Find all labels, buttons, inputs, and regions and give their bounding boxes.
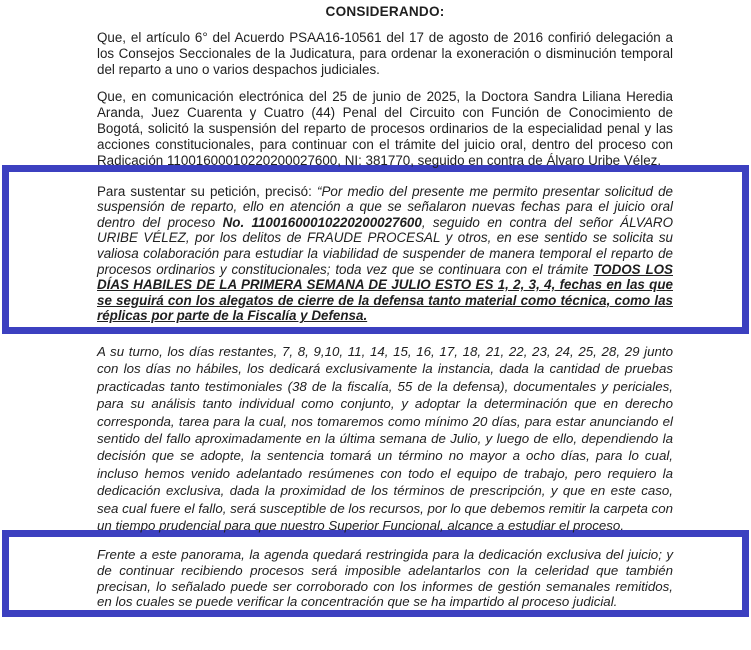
document-content — [97, 0, 673, 617]
petition-quote-text: “Por medio del presente me permito presentar solicitud de suspensión de reparto, ello en atención a que se señalaron nuevas fechas para el juicio oral dentro del proceso — [97, 183, 674, 230]
petition-lead-text: Para sustentar su petición, precisó: — [97, 183, 317, 199]
document-heading: CONSIDERANDO: — [325, 4, 445, 19]
schedule-emphasis-text: TODOS LOS DÍAS HABILES DE LA PRIMERA SEMANA DE JULIO ESTO ES 1, 2, 3, 4, fechas en las que se seguirá con los alegatos de cierre de la defensa tanto material como técnica, como las réplicas por parte de la Fiscalía y Defensa. — [97, 261, 673, 324]
case-number-text: No. 11001600010220200027600 — [222, 214, 422, 230]
highlight-box-agenda — [2, 530, 749, 616]
petition-quote-continuation-text: , seguido en contra del señor ÁLVARO URIBE VÉLEZ, por los delitos de FRAUDE PROCESAL y otros, en ese sentido se solicita su valiosa colaboración para estudiar la viabilidad de suspender de manera temporal el reparto de procesos ordinarios y constitucionales; toda vez que se continuara con el trámite — [97, 214, 673, 277]
paragraph-dias-restantes: A su turno, los días restantes, 7, 8, 9,10, 11, 14, 15, 16, 17, 18, 21, 22, 23, 24, 25, 28, 29 junto con los días no hábiles, los dedicará exclusivamente la instancia, dada la cantidad de pruebas practicadas tanto testimoniales (38 de la fiscalía, 55 de la defensa), documentales y periciales, para su análisis tanto individual como conjunto, y adoptar la determinación que en derecho corresponda, tarea para la cual, nos tomaremos como mínimo 20 días, para estar anunciando el sentido del fallo aproximadamente en la última semana de Julio, y luego de ello, dependiendo la decisión que se adopte, la sentencia tomará un término no mayor a ocho días, para lo cual, incluso hemos venido adelantado resúmenes con todo el equipo de trabajo, pero requiero la dedicación exclusiva, dada la proximidad de los términos de prescripción, y que en este caso, sea cual fuere el fallo, será susceptible de los recursos, por lo que debemos remitir la carpeta con un tiempo prudencial para que nuestro Superior Funcional, alcance a estudiar el proceso. — [97, 343, 673, 534]
highlight-box-petition — [2, 165, 749, 334]
paragraph-comunicacion-juez: Que, en comunicación electrónica del 25 de junio de 2025, la Doctora Sandra Liliana Heredia Aranda, Juez Cuarenta y Cuatro (44) Penal del Circuito con Función de Conocimiento de Bogotá, solicitó la suspensión del reparto de procesos ordinarios de la especialidad penal y las acciones constitucionales, para continuar con el trámite del juicio oral, dentro del proceso con Radicación 11001600010220200027600, NI: 381770, seguido en contra de Álvaro Uribe Vélez. — [97, 88, 673, 169]
paragraph-peticion — [97, 184, 673, 324]
paragraph-acuerdo-delegacion: Que, el artículo 6° del Acuerdo PSAA16-10561 del 17 de agosto de 2016 confirió delegación a los Consejos Seccionales de la Judicatura, para ordenar la exoneración o disminución temporal del reparto a uno o varios despachos judiciales. — [97, 30, 673, 78]
paragraph-agenda-restringida: Frente a este panorama, la agenda quedará restringida para la dedicación exclusiva del juicio; y de continuar recibiendo procesos será imposible adelantarlos con la celeridad que también precisan, lo señalado puede ser corroborado con los informes de gestión semanales remitidos, en los cuales se puede verificar la concentración que se ha impartido al proceso judicial. — [97, 547, 673, 610]
